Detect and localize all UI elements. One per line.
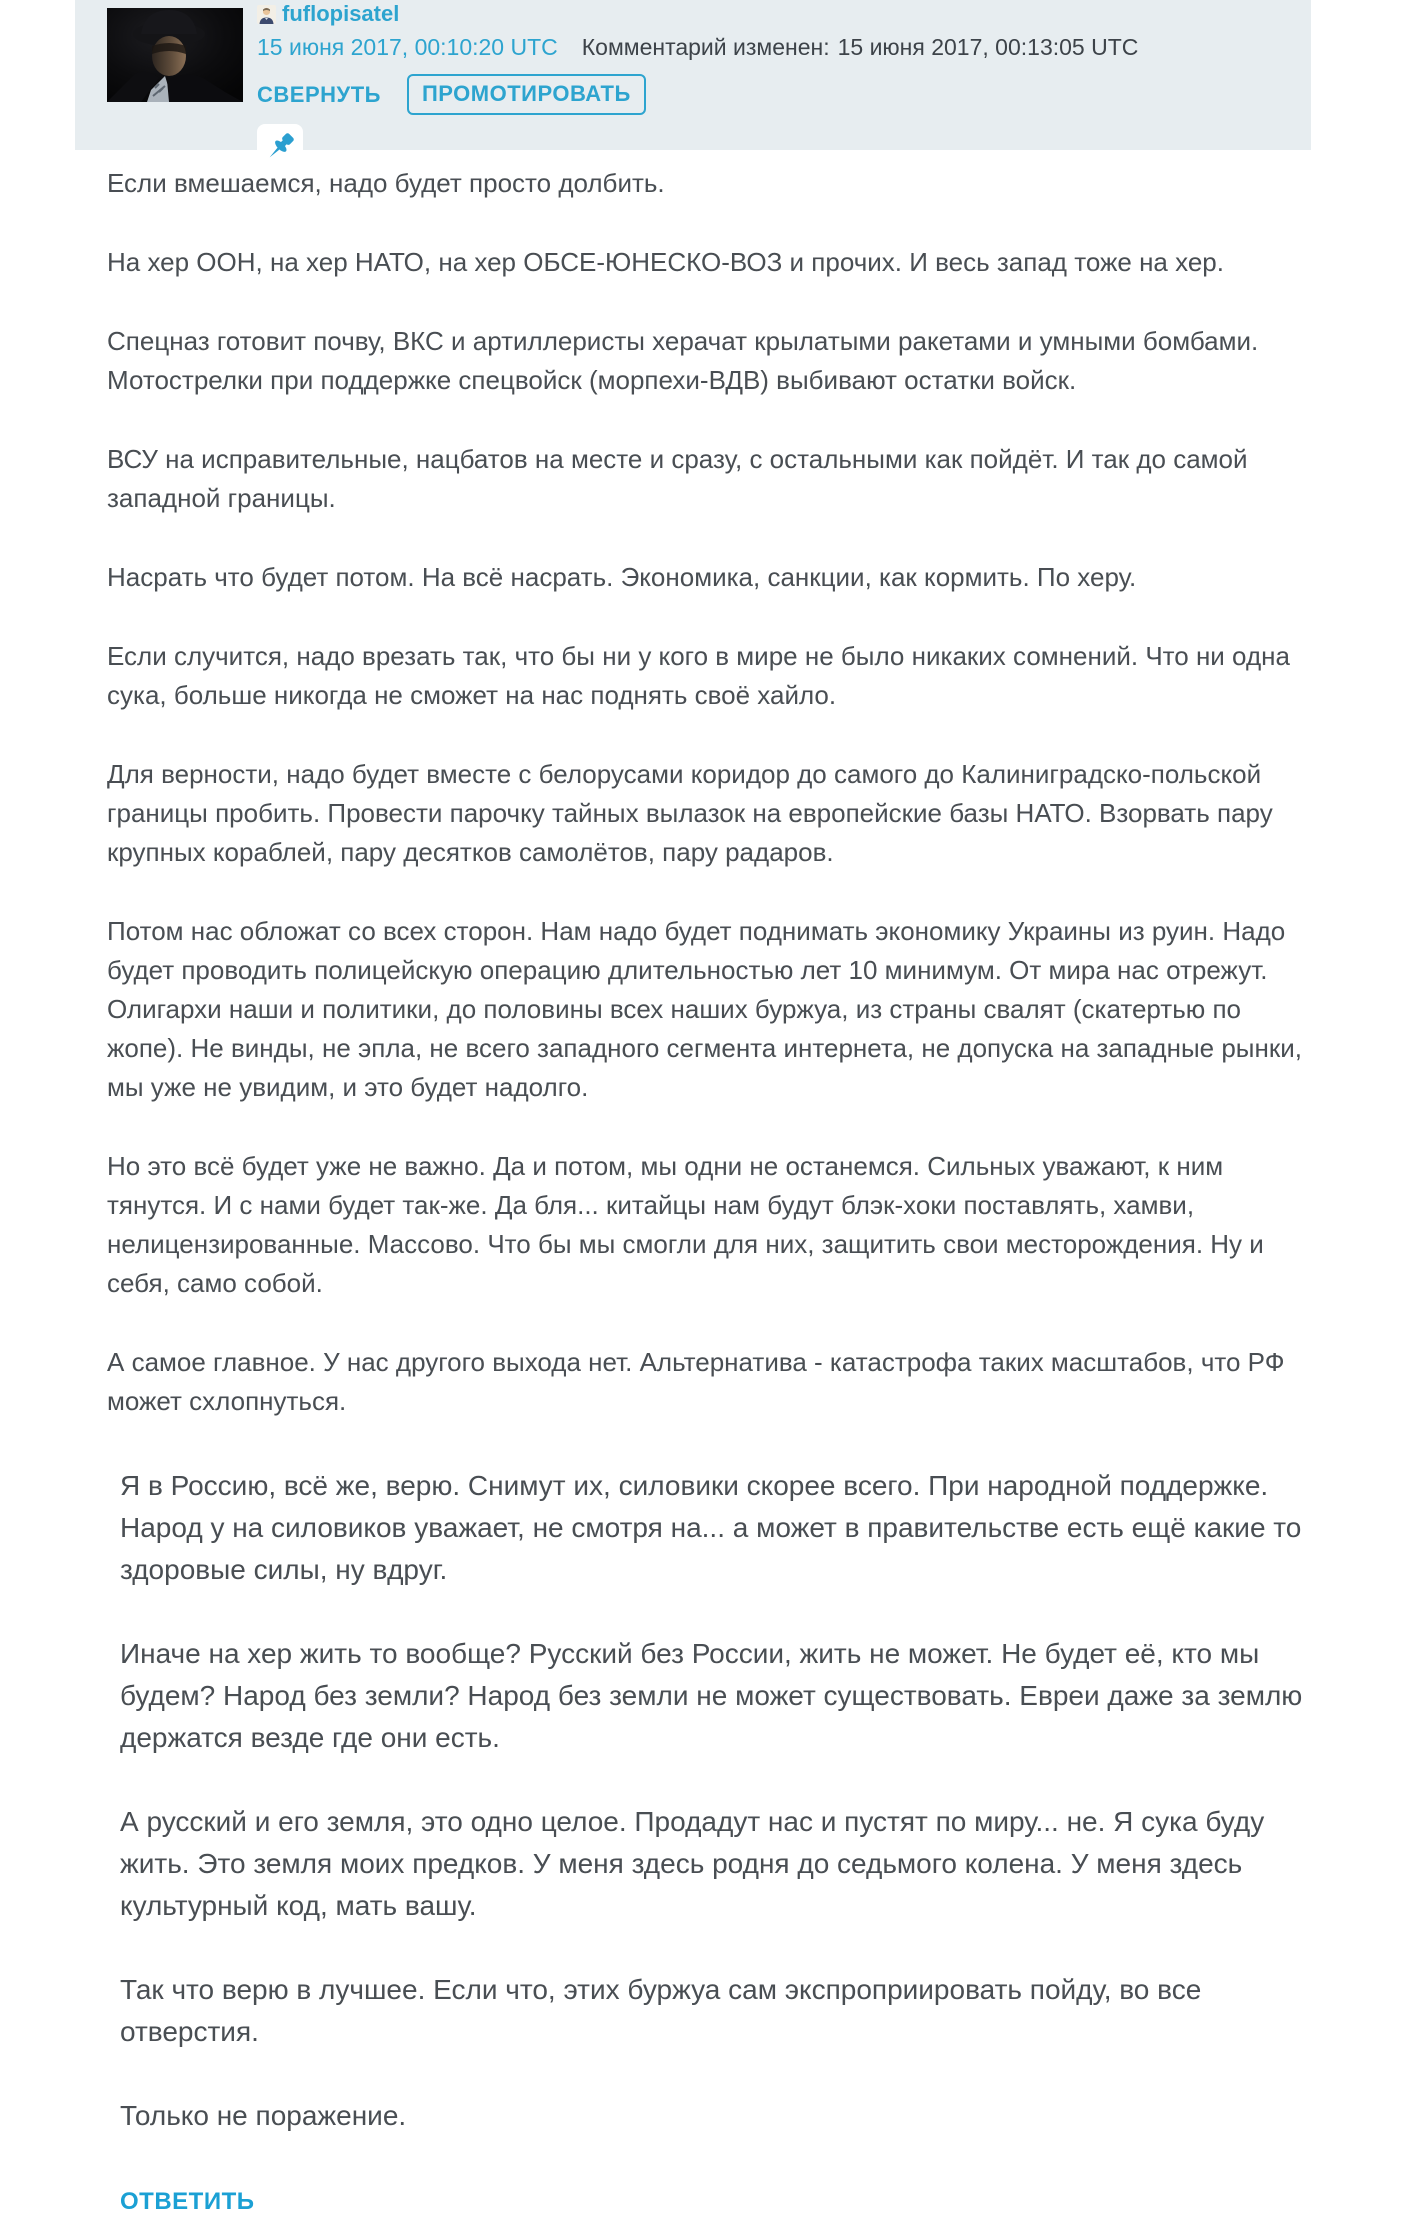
comment-body-large [120, 1461, 1315, 2223]
comment-body [107, 150, 1307, 2223]
comment-paragraph: Насрать что будет потом. На всё насрать. Экономика, санкции, как кормить. По херу. [107, 562, 1137, 592]
reply-button[interactable]: ОТВЕТИТЬ [120, 2188, 255, 2215]
edited-note [582, 34, 1139, 61]
comment-header-info [257, 0, 1301, 170]
avatar-photo-art [107, 8, 243, 102]
comment-header [75, 0, 1311, 150]
comment-paragraph: Потом нас обложат со всех сторон. Нам надо будет поднимать экономику Украины из руин. Надо будет проводить полицейскую операцию длительностью лет 10 минимум. От мира нас отрежут. Олигархи наши и политики, до половины всех наших буржуа, из страны свалят (скатертью по жопе). Не винды, не эпла, не всего западного сегмента интернета, не допуска на западные рынки, мы уже не увидим, и это будет надолго. [107, 916, 1302, 1102]
comment-paragraph: Спецназ готовит почву, ВКС и артиллеристы херачат крылатыми ракетами и умными бомбами. Мотострелки при поддержке спецвойск (морпехи-ВДВ) выбивают остатки войск. [107, 326, 1259, 395]
user-avatar[interactable] [107, 8, 243, 102]
comment-paragraph: Так что верю в лучшее. Если что, этих буржуа сам экспроприировать пойду, во все отверстия. [120, 1974, 1202, 2047]
comment-paragraph: А русский и его земля, это одно целое. Продадут нас и пустят по миру... не. Я сука буду жить. Это земля моих предков. У меня здесь родня до седьмого колена. У меня здесь культурный код, мать вашу. [120, 1806, 1265, 1921]
username-link[interactable]: fuflopisatel [282, 1, 400, 26]
comment-paragraph: Если вмешаемся, надо будет просто долбить. [107, 168, 665, 198]
comment-paragraph: А самое главное. У нас другого выхода нет. Альтернатива - катастрофа таких масштабов, что РФ может схлопнуться. [107, 1347, 1285, 1416]
comment-actions [257, 74, 1301, 115]
date-row [257, 34, 1301, 64]
comment-paragraph: Если случится, надо врезать так, что бы ни у кого в мире не было никаких сомнений. Что ни одна сука, больше никогда не сможет на нас поднять своё хайло. [107, 641, 1290, 710]
edited-label: Комментарий изменен: [581, 34, 830, 60]
comment-paragraph: Я в Россию, всё же, верю. Снимут их, силовики скорее всего. При народной поддержке. Народ у на силовиков уважает, не смотря на... а может в правительстве есть ещё какие то здоровые силы, ну вдруг. [120, 1470, 1302, 1585]
collapse-button[interactable]: СВЕРНУТЬ [257, 81, 381, 107]
comment-paragraph: На хер ООН, на хер НАТО, на хер ОБСЕ-ЮНЕСКО-ВОЗ и прочих. И весь запад тоже на хер. [107, 247, 1224, 277]
user-row [257, 1, 1301, 27]
comment-paragraph: ВСУ на исправительные, нацбатов на месте и сразу, с остальными как пойдёт. И так до самой западной границы. [107, 444, 1248, 513]
userhead-icon [257, 5, 276, 24]
comment-paragraph: Для верности, надо будет вместе с белорусами коридор до самого до Калиниградско-польской границы пробить. Провести парочку тайных вылазок на европейские базы НАТО. Взорвать пару крупных кораблей, пару десятков самолётов, пару радаров. [107, 759, 1273, 867]
comment-paragraph: Но это всё будет уже не важно. Да и потом, мы одни не останемся. Сильных уважают, к ним тянутся. И с нами будет так-же. Да бля... китайцы нам будут блэк-хоки поставлять, хамви, нелицензированные. Массово. Что бы мы смогли для них, защитить свои месторождения. Ну и себя, само собой. [107, 1151, 1264, 1298]
comment-paragraph: Иначе на хер жить то вообще? Русский без России, жить не может. Не будет её, кто мы будем? Народ без земли? Народ без земли не может существовать. Евреи даже за землю держатся везде где они есть. [120, 1638, 1303, 1753]
edited-date: 15 июня 2017, 00:13:05 UTC [837, 34, 1139, 60]
comment-paragraph: Только не поражение. [120, 2100, 407, 2131]
comment-date-link[interactable]: 15 июня 2017, 00:10:20 UTC [257, 34, 558, 60]
promote-button[interactable]: ПРОМОТИРОВАТЬ [407, 74, 646, 115]
